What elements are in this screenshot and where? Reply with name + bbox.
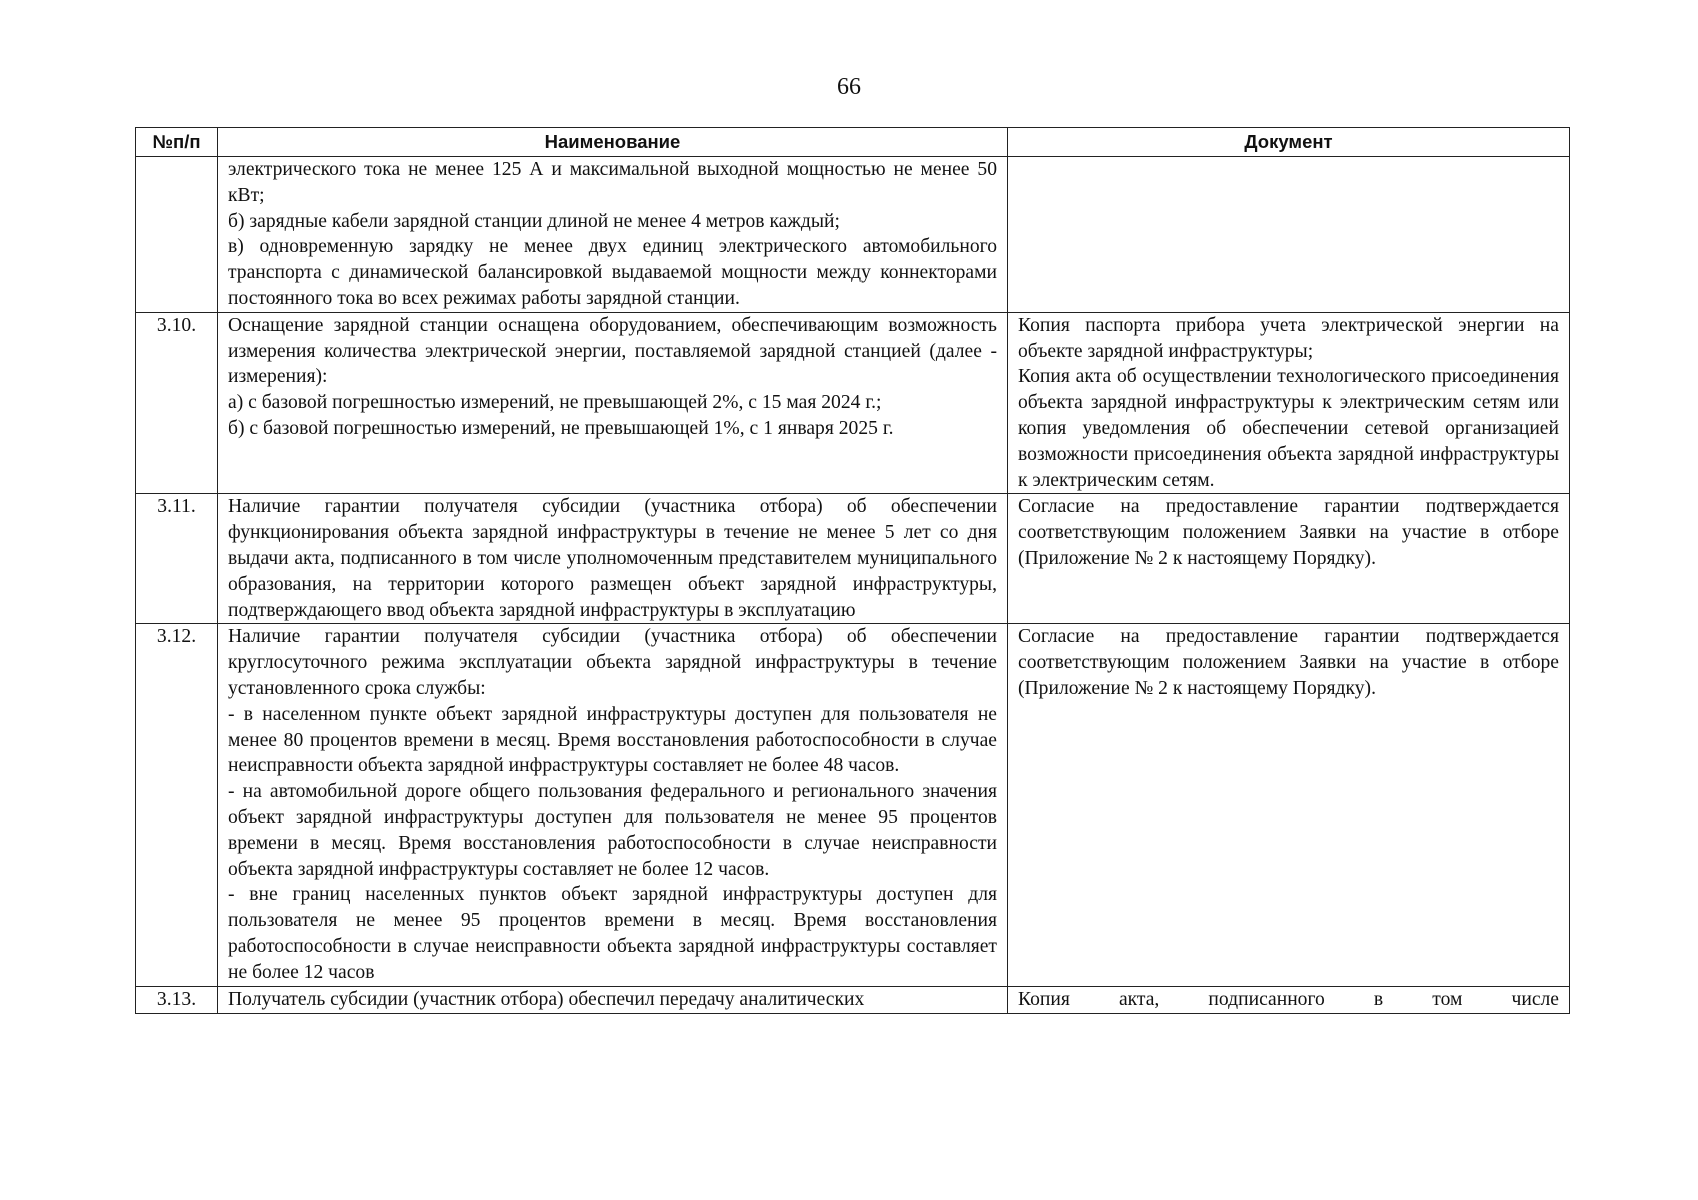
requirement-cell <box>218 494 1008 624</box>
requirement-text: б) с базовой погрешностью измерений, не превышающей 1%, с 1 января 2025 г. <box>228 417 894 439</box>
column-header-name: Наименование <box>218 128 1008 157</box>
requirement-cell <box>218 986 1008 1013</box>
requirement-cell <box>218 624 1008 986</box>
table-row <box>136 624 1570 986</box>
table-header-row <box>136 128 1570 157</box>
requirement-cell <box>218 157 1008 313</box>
requirement-text: - в населенном пункте объект зарядной инфраструктуры доступен для пользователя не менее 80 процентов времени в месяц. Время восстановления работоспособности в случае неисправности объекта зарядной инфраструктуры составляет не более 48 часов. <box>228 703 997 777</box>
document-text: Копия акта, подписанного в том числе <box>1018 988 1559 1010</box>
table-row <box>136 494 1570 624</box>
document-cell <box>1008 986 1570 1013</box>
row-number: 3.12. <box>136 624 218 986</box>
document-text: Копия акта об осуществлении технологического присоединения объекта зарядной инфраструктуры к электрическим сетям или копия уведомления об обеспечении сетевой организацией возможности присоединения объекта зарядной инфраструктуры к электрическим сетям. <box>1018 366 1559 491</box>
requirement-text: Получатель субсидии (участник отбора) обеспечил передачу аналитических <box>228 988 865 1010</box>
document-cell <box>1008 157 1570 313</box>
page-number: 66 <box>837 74 861 100</box>
document-cell <box>1008 624 1570 986</box>
document-text: Копия паспорта прибора учета электрической энергии на объекте зарядной инфраструктуры; <box>1018 314 1559 362</box>
requirement-text: Наличие гарантии получателя субсидии (участника отбора) об обеспечении круглосуточного режима эксплуатации объекта зарядной инфраструктуры в течение установленного срока службы: <box>228 626 997 699</box>
requirement-text: - вне границ населенных пунктов объект зарядной инфраструктуры доступен для пользователя не менее 95 процентов времени в месяц. Время восстановления работоспособности в случае неисправности объекта зарядной инфраструктуры составляет не более 12 часов <box>228 884 997 983</box>
requirement-text: Наличие гарантии получателя субсидии (участника отбора) об обеспечении функционирования объекта зарядной инфраструктуры в течение не менее 5 лет со дня выдачи акта, подписанного в том числе уполномоченным представителем муниципального образования, на территории которого размещен объект зарядной инфраструктуры, подтверждающего ввод объекта зарядной инфраструктуры в эксплуатацию <box>228 496 997 621</box>
document-text: Согласие на предоставление гарантии подтверждается соответствующим положением Заявки на участие в отборе (Приложение № 2 к настоящему Порядку). <box>1018 626 1559 699</box>
requirement-text: - на автомобильной дороге общего пользования федерального и регионального значения объект зарядной инфраструктуры доступен для пользователя не менее 95 процентов времени в месяц. Время восстановления работоспособности в случае неисправности объекта зарядной инфраструктуры составляет не более 12 часов. <box>228 781 997 880</box>
requirement-cell <box>218 312 1008 494</box>
document-cell <box>1008 494 1570 624</box>
requirement-text: электрического тока не менее 125 А и максимальной выходной мощностью не менее 50 кВт; <box>228 159 997 206</box>
document-text: Согласие на предоставление гарантии подтверждается соответствующим положением Заявки на участие в отборе (Приложение № 2 к настоящему Порядку). <box>1018 496 1559 569</box>
table-row <box>136 986 1570 1013</box>
requirement-text: б) зарядные кабели зарядной станции длиной не менее 4 метров каждый; <box>228 210 840 232</box>
row-number <box>136 157 218 313</box>
row-number: 3.13. <box>136 986 218 1013</box>
requirement-text: в) одновременную зарядку не менее двух единиц электрического автомобильного транспорта с динамической балансировкой выдаваемой мощности между коннекторами постоянного тока во всех режимах работы зарядной станции. <box>228 236 997 309</box>
requirement-text: Оснащение зарядной станции оснащена оборудованием, обеспечивающим возможность измерения количества электрической энергии, поставляемой зарядной станцией (далее - измерения): <box>228 314 997 388</box>
document-cell <box>1008 312 1570 494</box>
requirements-table <box>135 127 1570 1014</box>
requirement-text: а) с базовой погрешностью измерений, не превышающей 2%, с 15 мая 2024 г.; <box>228 392 882 414</box>
row-number: 3.10. <box>136 312 218 494</box>
row-number: 3.11. <box>136 494 218 624</box>
table-row <box>136 157 1570 313</box>
column-header-document: Документ <box>1008 128 1570 157</box>
table-row <box>136 312 1570 494</box>
column-header-num: №п/п <box>136 128 218 157</box>
